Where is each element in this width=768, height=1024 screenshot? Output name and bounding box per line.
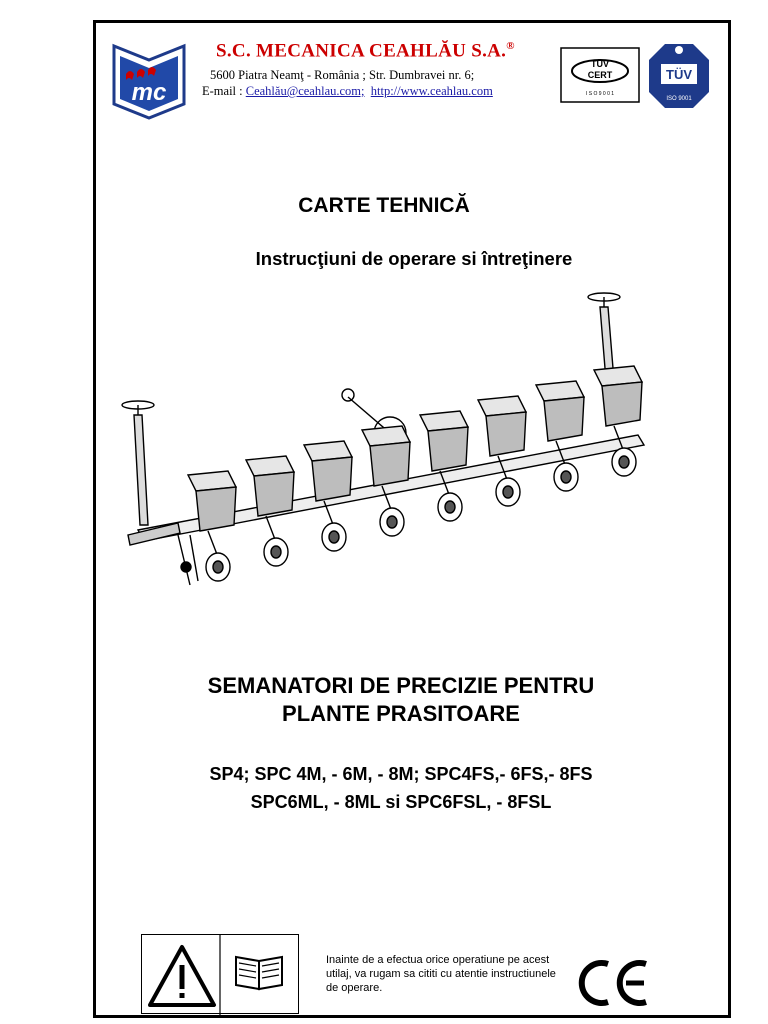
svg-text:mc: mc [131, 79, 167, 106]
tuv-cert-badge-icon [560, 47, 640, 103]
seeder-machine-illustration [118, 285, 678, 605]
svg-text:TÜV: TÜV [666, 67, 692, 82]
seeding-unit [362, 426, 410, 536]
company-name: S.C. MECANICA CEAHLĂU S.A.® [216, 40, 515, 62]
safety-pictograms [142, 935, 300, 1015]
website-link[interactable]: http://www.ceahlau.com [370, 84, 493, 98]
company-address: 5600 Piatra Neamţ - România ; Str. Dumbravei nr. 6; [210, 68, 475, 82]
seeding-unit [304, 441, 352, 551]
svg-text:ISO 9001: ISO 9001 [666, 96, 692, 102]
seeding-unit [420, 411, 468, 521]
seeding-units [188, 366, 642, 581]
mc-logo-icon [110, 42, 188, 122]
email-link[interactable]: Ceahlău@ceahlau.com; [245, 84, 365, 98]
document-subtitle: Instrucţiuni de operare si întreţinere [255, 248, 573, 269]
seeding-unit [594, 366, 642, 476]
document-title: CARTE TEHNICĂ [298, 194, 470, 217]
company-contact: E-mail : Ceahlău@ceahlau.com; http://www.ceahlau.com [202, 84, 493, 98]
read-manual-icon [236, 957, 282, 989]
svg-text:CERT: CERT [587, 70, 613, 80]
model-list: SP4; SPC 4M, - 6M, - 8M; SPC4FS,- 6FS,- 8FS SPC6ML, - 8ML si SPC6FSL, - 8FSL [209, 764, 593, 812]
warning-triangle-icon [150, 947, 214, 1005]
ce-mark-icon [574, 956, 654, 1010]
safety-pictogram-panel [141, 934, 299, 1014]
svg-text:I S O 9 0 0 1: I S O 9 0 0 1 [585, 91, 615, 97]
svg-text:TÜV: TÜV [591, 59, 609, 69]
seeding-unit [536, 381, 584, 491]
seeding-unit [478, 396, 526, 506]
tuv-iso-badge-icon [647, 42, 711, 110]
product-title: SEMANATORI DE PRECIZIE PENTRU PLANTE PRASITOARE [207, 673, 595, 726]
safety-notice-text: Inainte de a efectua orice operatiune pe acest utilaj, va rugam sa cititi cu atentie instructiunele de operare. [326, 954, 556, 994]
